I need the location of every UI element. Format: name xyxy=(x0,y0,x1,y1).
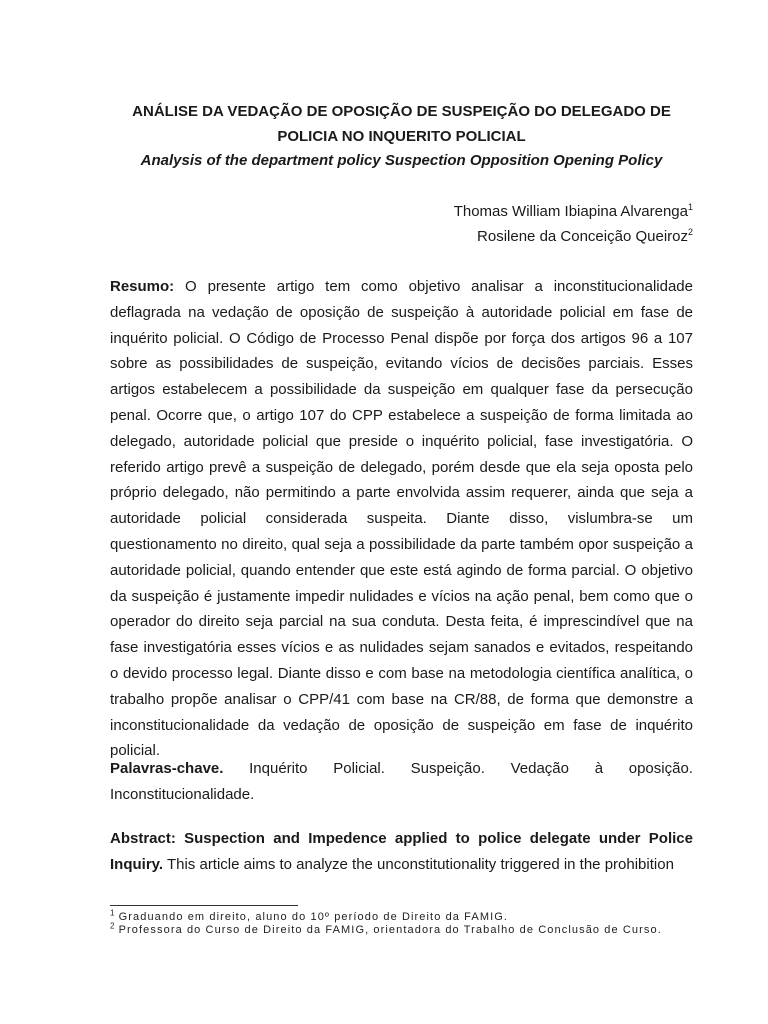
author-list xyxy=(243,199,693,249)
author-2 xyxy=(243,224,693,249)
paper-title-pt xyxy=(110,99,693,149)
footnote-ref[interactable]: 2 xyxy=(687,227,693,237)
keyword: à xyxy=(594,760,604,777)
keyword-last: Inconstitucionalidade. xyxy=(110,785,255,803)
paper-title-en: Analysis of the department policy Suspection Opposition Opening Policy xyxy=(140,152,663,169)
keyword: Vedação xyxy=(510,760,569,777)
footnote-number: 1 xyxy=(110,908,115,918)
author-1 xyxy=(243,199,693,224)
footnote-ref[interactable]: 1 xyxy=(687,202,693,212)
resumo-text: O presente artigo tem como objetivo analisar a inconstitucionalidade deflagrada na vedação de oposição de suspeição à autoridade policial em fase de inquérito policial. O Código de Processo Penal dispõe por força dos artigos 96 a 107 sobre as possibilidades de suspeição, evitando vícios de decisões parciais. Esses artigos estabelecem a possibilidade da suspeição em qualquer fase da persecução penal. Ocorre que, o artigo 107 do CPP estabelece a suspeição de forma limitada ao delegado, autoridade policial que preside o inquérito policial, fase investigatória. O referido artigo prevê a suspeição de delegado, porém desde que ela seja oposta pelo próprio delegado, não permitindo a parte envolvida assim requerer, ainda que seja a autoridade policial considerada suspeita. Diante disso, vislumbra-se um questionamento no direito, qual seja a possibilidade da parte também opor suspeição a autoridade policial, quando entender que este está agindo de forma parcial. O objetivo da suspeição é justamente impedir nulidades e vícios na ação penal, bem como que o operador do direito seja parcial na sua conduta. Desta feita, é imprescindível que na fase investigatória esses vícios e as nulidades sejam sanados e evitados, respeitando o devido processo legal. Diante disso e com base na metodologia científica analítica, o trabalho propõe analisar o CPP/41 com base na CR/88, de forma que demonstre a inconstitucionalidade da vedação de oposição de suspeição em fase de inquérito policial. xyxy=(110,278,693,760)
abstract-label: Abstract: Suspection and Impedence applied to police delegate under Police Inquiry. xyxy=(110,830,693,873)
footnote-divider xyxy=(110,905,298,906)
keyword: Policial. xyxy=(333,760,385,777)
footnote-text: Graduando em direito, aluno do 10º período de Direito da FAMIG. xyxy=(118,911,509,923)
keywords-paragraph xyxy=(110,756,693,808)
keywords-label: Palavras-chave. xyxy=(110,760,224,777)
keyword: oposição. xyxy=(628,760,693,777)
title-line-1: ANÁLISE DA VEDAÇÃO DE OPOSIÇÃO DE SUSPEIÇÃO DO DELEGADO DE xyxy=(132,103,671,120)
footnote-2 xyxy=(110,920,693,937)
keyword: Inquérito xyxy=(249,760,308,777)
abstract-paragraph xyxy=(110,826,693,878)
keywords-line xyxy=(110,756,693,782)
footnote-number: 2 xyxy=(110,920,115,930)
resumo-paragraph xyxy=(110,274,693,764)
keyword: Suspeição. xyxy=(410,760,485,777)
title-line-2: POLICIA NO INQUERITO POLICIAL xyxy=(277,128,526,145)
footnotes xyxy=(110,908,693,936)
resumo-label: Resumo: xyxy=(110,278,175,295)
author-name: Thomas William Ibiapina Alvarenga xyxy=(453,203,688,220)
footnote-1 xyxy=(110,908,693,924)
abstract-text: This article aims to analyze the unconstitutionality triggered in the prohibition xyxy=(166,855,674,873)
author-name: Rosilene da Conceição Queiroz xyxy=(477,228,688,245)
footnote-text: Professora do Curso de Direito da FAMIG, orientadora do Trabalho de Conclusão de Curso. xyxy=(118,923,662,936)
